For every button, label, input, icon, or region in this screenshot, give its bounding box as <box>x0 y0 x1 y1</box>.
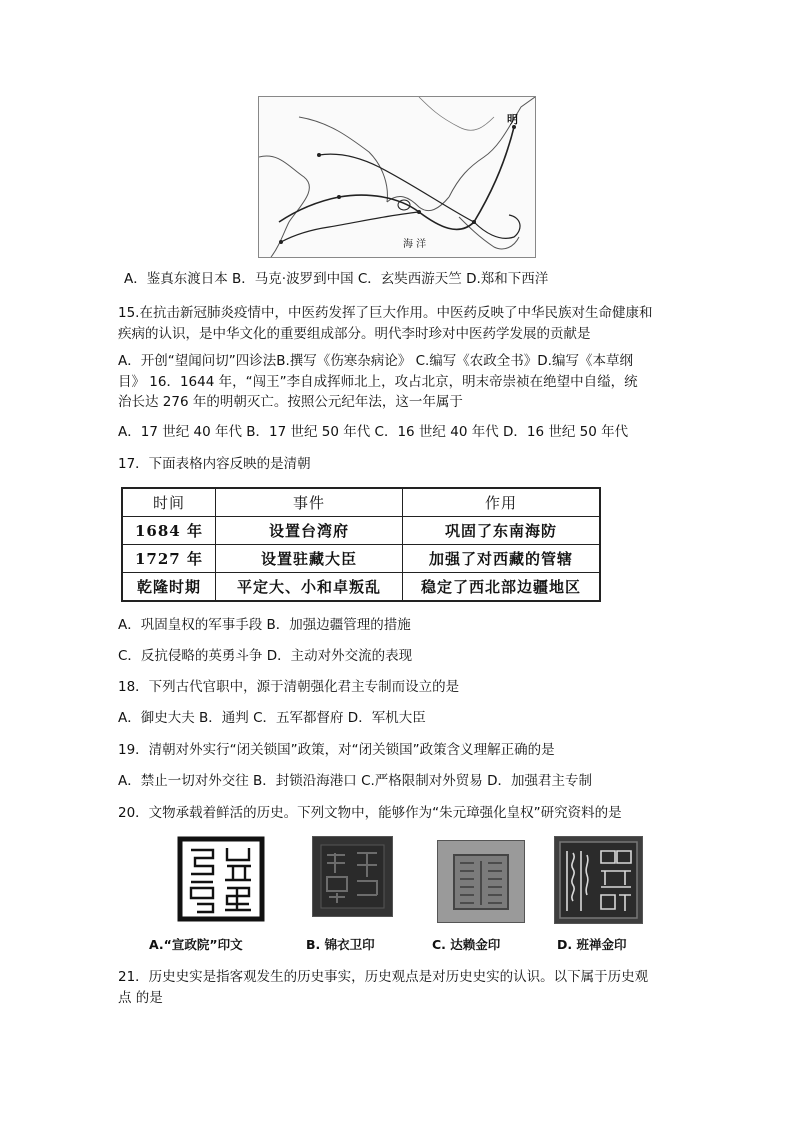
table-cell: 1684 年 <box>122 517 216 545</box>
qing-events-table <box>121 487 601 602</box>
q15-options-line2: 目》 16．1644 年，“闯王”李自成挥师北上，攻占北京，明末帝崇祯在绝望中自缢，统 <box>118 374 638 390</box>
table-cell: 设置驻藏大臣 <box>216 545 403 573</box>
seal-b-jinyiwei <box>312 836 393 917</box>
q18-options: A．御史大夫 B．通判 C．五军都督府 D．军机大臣 <box>118 710 426 726</box>
table-cell: 设置台湾府 <box>216 517 403 545</box>
q14-options: A．鉴真东渡日本 B．马克·波罗到中国 C．玄奘西游天竺 D.郑和下西洋 <box>124 271 549 287</box>
q21-stem-line2: 点 的是 <box>118 990 163 1006</box>
seal-c-dalai <box>437 840 525 923</box>
q21-stem-line1: 21．历史史实是指客观发生的历史事实，历史观点是对历史史实的认识。以下属于历史观 <box>118 969 649 985</box>
seal-c-caption: C. 达赖金印 <box>432 937 501 952</box>
q15-stem-line1: 15.在抗击新冠肺炎疫情中，中医药发挥了巨大作用。中医药反映了中华民族对生命健康和 <box>118 305 653 321</box>
table-cell: 1727 年 <box>122 545 216 573</box>
voyage-route-map <box>258 96 536 258</box>
seal-c-image <box>438 841 524 922</box>
q20-stem: 20．文物承载着鲜活的历史。下列文物中，能够作为“朱元璋强化皇权”研究资料的是 <box>118 805 622 821</box>
table-header: 时间 <box>122 488 216 517</box>
seal-d-banchan <box>554 836 643 924</box>
map-ocean-label: 海 洋 <box>403 239 427 250</box>
table-cell: 稳定了西北部边疆地区 <box>403 573 601 602</box>
q19-stem: 19．清朝对外实行“闭关锁国”政策，对“闭关锁国”政策含义理解正确的是 <box>118 742 555 758</box>
table-header-row <box>122 488 600 517</box>
q15-stem-line2: 疾病的认识，是中华文化的重要组成部分。明代李时珍对中医药学发展的贡献是 <box>118 326 591 342</box>
seal-d-caption: D. 班禅金印 <box>557 937 627 952</box>
seal-b-caption: B. 锦衣卫印 <box>306 937 375 952</box>
q15-options-line3: 治长达 276 年的明朝灭亡。按照公元纪年法，这一年属于 <box>118 394 463 410</box>
seal-a-caption: A.“宣政院”印文 <box>149 937 243 952</box>
table-row <box>122 517 600 545</box>
table-cell: 加强了对西藏的管辖 <box>403 545 601 573</box>
seal-d-image <box>555 837 642 923</box>
table-row <box>122 573 600 602</box>
q17-options-line2: C．反抗侵略的英勇斗争 D．主动对外交流的表现 <box>118 648 413 664</box>
map-ming-label: 明 <box>507 113 518 126</box>
q18-stem: 18．下列古代官职中，源于清朝强化君主专制而设立的是 <box>118 679 460 695</box>
q17-options-line1: A．巩固皇权的军事手段 B．加强边疆管理的措施 <box>118 617 411 633</box>
seal-a-xuanzhengyuan <box>177 836 265 922</box>
seal-a-image <box>177 836 265 922</box>
q19-options: A．禁止一切对外交往 B．封锁沿海港口 C.严格限制对外贸易 D．加强君主专制 <box>118 773 592 789</box>
table-cell: 平定大、小和卓叛乱 <box>216 573 403 602</box>
table-cell: 巩固了东南海防 <box>403 517 601 545</box>
seal-b-image <box>313 837 392 916</box>
q15-options-line1: A．开创“望闻问切”四诊法B.撰写《伤寒杂病论》 C.编写《农政全书》D.编写《本草纲 <box>118 353 633 369</box>
table-header: 事件 <box>216 488 403 517</box>
table-row <box>122 545 600 573</box>
route-map-drawing <box>259 97 535 257</box>
q16-options: A．17 世纪 40 年代 B．17 世纪 50 年代 C．16 世纪 40 年代 D．16 世纪 50 年代 <box>118 424 629 440</box>
table-header: 作用 <box>403 488 601 517</box>
table-cell: 乾隆时期 <box>122 573 216 602</box>
q17-stem: 17．下面表格内容反映的是清朝 <box>118 456 311 472</box>
